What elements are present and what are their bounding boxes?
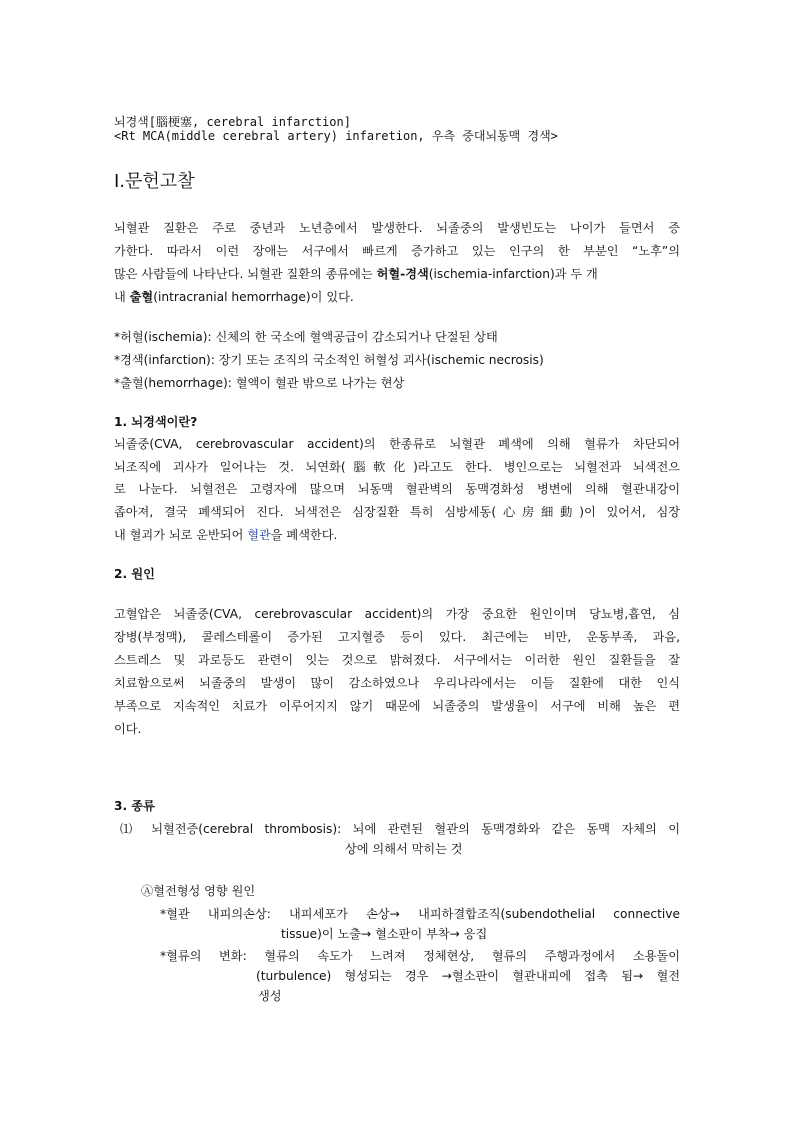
cause-bullet-continued: (turbulence) 형성되는 경우 →혈소판이 혈관내피에 접촉 됨→ 혈전 bbox=[256, 969, 680, 983]
blood-vessel-link[interactable]: 혈관 bbox=[247, 528, 271, 542]
definition-item: *경색(infarction): 장기 또는 조직의 국소적인 허혈성 괴사(ischemic necrosis) bbox=[114, 353, 544, 367]
section-title: 3. 종류 bbox=[114, 799, 155, 813]
section2-paragraph-line: 부족으로 지속적인 치료가 이루어지지 않기 때문에 뇌졸중의 발생율이 서구에 비해 높은 편 bbox=[114, 699, 680, 713]
section1-paragraph-line: 좁아져, 결국 폐색되어 진다. 뇌색전은 심장질환 특히 심방세동(心房細動)이 있어서, 심장 bbox=[114, 505, 680, 519]
type-item-thrombosis: ⑴ 뇌혈전증(cerebral thrombosis): 뇌에 관련된 혈관의 동맥경화와 같은 동맥 자체의 이 bbox=[120, 822, 680, 836]
ischemia-infarction-term: 허혈-경색 bbox=[376, 267, 429, 281]
intro-paragraph-line: 뇌혈관 질환은 주로 중년과 노년층에서 발생한다. 뇌졸중의 발생빈도는 나이가 들면서 증 bbox=[114, 221, 680, 235]
section2-paragraph-line: 이다. bbox=[114, 722, 142, 736]
definition-item: *허혈(ischemia): 신체의 한 국소에 혈액공급이 감소되거나 단절된 상태 bbox=[114, 330, 498, 344]
section-heading-literature-review: Ⅰ.문헌고찰 bbox=[114, 171, 195, 192]
intro-paragraph-line: 내 출혈(intracranial hemorrhage)이 있다. bbox=[114, 290, 354, 304]
section2-paragraph-line: 장병(부정맥), 콜레스테롤이 증가된 고지혈증 등이 있다. 최근에는 비만, 운동부족, 과음, bbox=[114, 630, 680, 644]
intro-paragraph-line: 많은 사람들에 나타난다. 뇌혈관 질환의 종류에는 허혈-경색(ischemia-infarction)과 두 개 bbox=[114, 267, 598, 281]
section-title: 2. 원인 bbox=[114, 567, 155, 581]
cause-bullet-continued: tissue)이 노출→ 혈소판이 부착→ 응집 bbox=[281, 927, 488, 941]
document-title: 뇌경색[腦梗塞, cerebral infarction] bbox=[114, 115, 351, 129]
definition-item: *출혈(hemorrhage): 혈액이 혈관 밖으로 나가는 현상 bbox=[114, 376, 405, 390]
section-title: 1. 뇌경색이란? bbox=[114, 415, 198, 429]
section1-paragraph-line: 뇌졸중(CVA, cerebrovascular accident)의 한종류로 뇌혈관 폐색에 의해 혈류가 차단되어 bbox=[114, 437, 680, 451]
cause-bullet: *혈관 내피의손상: 내피세포가 손상→ 내피하결합조직(subendothelial connective bbox=[160, 907, 680, 921]
type-item-thrombosis-continued: 상에 의해서 막히는 것 bbox=[345, 842, 463, 856]
section1-paragraph-line: 내 혈괴가 뇌로 운반되어 혈관을 폐색한다. bbox=[114, 528, 338, 542]
subheading-thrombus-cause: Ⓐ혈전형성 영향 원인 bbox=[141, 884, 256, 898]
section2-paragraph-line: 고혈압은 뇌졸중(CVA, cerebrovascular accident)의 가장 중요한 원인이며 당뇨병,흡연, 심 bbox=[114, 607, 680, 621]
hemorrhage-term: 출혈 bbox=[129, 290, 154, 304]
section1-paragraph-line: 로 나눈다. 뇌혈전은 고령자에 많으며 뇌동맥 혈관벽의 동맥경화성 병변에 의해 혈관내강이 bbox=[114, 482, 680, 496]
section1-paragraph-line: 뇌조직에 괴사가 일어나는 것. 뇌연화(腦軟化)라고도 한다. 병인으로는 뇌혈전과 뇌색전으 bbox=[114, 460, 680, 474]
cause-bullet: *혈류의 변화: 혈류의 속도가 느려져 정체현상, 혈류의 주행과정에서 소용돌이 bbox=[160, 949, 680, 963]
intro-paragraph-line: 가한다. 따라서 이런 장애는 서구에서 빠르게 증가하고 있는 인구의 한 부분인 “노후”의 bbox=[114, 244, 680, 258]
document-subtitle: <Rt MCA(middle cerebral artery) infaretion, 우측 중대뇌동맥 경색> bbox=[114, 129, 558, 143]
cause-bullet-continued: 생성 bbox=[258, 989, 282, 1003]
section2-paragraph-line: 치료함으로써 뇌졸중의 발생이 많이 감소하였으나 우리나라에서는 이들 질환에 대한 인식 bbox=[114, 676, 680, 690]
section2-paragraph-line: 스트레스 및 과로등도 관련이 잇는 것으로 밝혀졌다. 서구에서는 이러한 원인 질환들을 잘 bbox=[114, 653, 680, 667]
